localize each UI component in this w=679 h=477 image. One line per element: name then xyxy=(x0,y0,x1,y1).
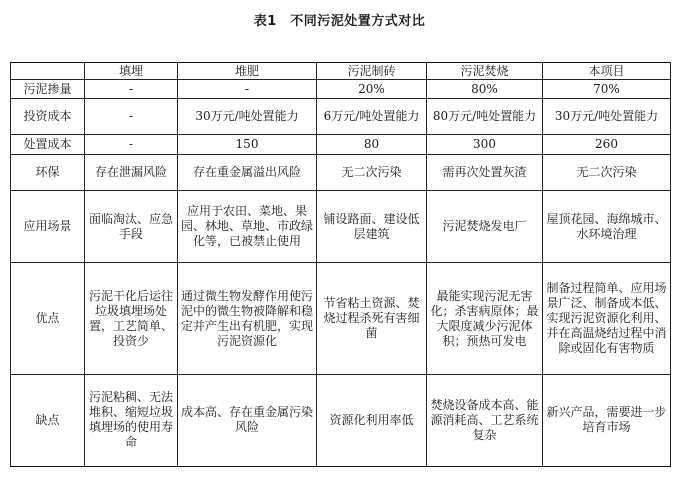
table-cell: - xyxy=(178,80,317,99)
table-cell: 80万元/吨处置能力 xyxy=(427,99,543,135)
table-cell: 制备过程简单、应用场景广泛、制备成本低、实现污泥资源化利用、并在高温烧结过程中消除或固化有害物质 xyxy=(543,263,671,374)
table-row xyxy=(11,80,671,99)
table-cell: 无二次污染 xyxy=(317,155,427,191)
table-cell: 污泥粘稠、无法堆积、缩短垃圾填埋场的使用寿命 xyxy=(85,374,178,466)
table-cell: 80 xyxy=(317,135,427,155)
table-cell: 焚烧设备成本高、能源消耗高、工艺系统复杂 xyxy=(427,374,543,466)
table-cell: 铺设路面、建设低层建筑 xyxy=(317,191,427,263)
table-cell: 80% xyxy=(427,80,543,99)
table-cell: 无二次污染 xyxy=(543,155,671,191)
table-cell: - xyxy=(85,80,178,99)
header-cell-corner xyxy=(11,63,85,80)
header-cell-landfill: 填埋 xyxy=(85,63,178,80)
table-cell: 污泥焚烧发电厂 xyxy=(427,191,543,263)
row-label: 处置成本 xyxy=(11,135,85,155)
header-cell-compost: 堆肥 xyxy=(178,63,317,80)
comparison-table xyxy=(10,62,671,467)
row-label: 环保 xyxy=(11,155,85,191)
table-row xyxy=(11,99,671,135)
table-cell: 30万元/吨处置能力 xyxy=(543,99,671,135)
table-cell: - xyxy=(85,99,178,135)
table-cell: 6万元/吨处置能力 xyxy=(317,99,427,135)
row-label: 缺点 xyxy=(11,374,85,466)
table-cell: 300 xyxy=(427,135,543,155)
table-cell: - xyxy=(85,135,178,155)
table-cell: 最能实现污泥无害化；杀害病原体；最大限度减少污泥体积；预热可发电 xyxy=(427,263,543,374)
table-row xyxy=(11,155,671,191)
header-cell-brick: 污泥制砖 xyxy=(317,63,427,80)
table-cell: 节省粘土资源、焚烧过程杀死有害细菌 xyxy=(317,263,427,374)
row-label: 污泥掺量 xyxy=(11,80,85,99)
table-cell: 面临淘汰、应急手段 xyxy=(85,191,178,263)
table-cell: 20% xyxy=(317,80,427,99)
table-cell: 150 xyxy=(178,135,317,155)
table-cell: 需再次处置灰渣 xyxy=(427,155,543,191)
table-title: 表1 不同污泥处置方式对比 xyxy=(253,14,426,29)
row-label: 优点 xyxy=(11,263,85,374)
table-row xyxy=(11,374,671,466)
table-cell: 260 xyxy=(543,135,671,155)
table-cell: 70% xyxy=(543,80,671,99)
table-row xyxy=(11,191,671,263)
row-label: 应用场景 xyxy=(11,191,85,263)
header-cell-incineration: 污泥焚烧 xyxy=(427,63,543,80)
header-row xyxy=(11,63,671,80)
table-cell: 30万元/吨处置能力 xyxy=(178,99,317,135)
table-cell: 存在重金属溢出风险 xyxy=(178,155,317,191)
table-cell: 成本高、存在重金属污染风险 xyxy=(178,374,317,466)
header-cell-this-project: 本项目 xyxy=(543,63,671,80)
table-cell: 污泥干化后运往垃圾填埋场处置，工艺简单、投资少 xyxy=(85,263,178,374)
table-cell: 新兴产品，需要进一步培育市场 xyxy=(543,374,671,466)
table-row xyxy=(11,263,671,374)
table-cell: 通过微生物发酵作用使污泥中的微生物被降解和稳定并产生出有机肥，实现污泥资源化 xyxy=(178,263,317,374)
table-cell: 存在泄漏风险 xyxy=(85,155,178,191)
table-cell: 资源化利用率低 xyxy=(317,374,427,466)
table-row xyxy=(11,135,671,155)
table-cell: 应用于农田、菜地、果园、林地、草地、市政绿化等，已被禁止使用 xyxy=(178,191,317,263)
table-cell: 屋顶花园、海绵城市、水环境治理 xyxy=(543,191,671,263)
row-label: 投资成本 xyxy=(11,99,85,135)
